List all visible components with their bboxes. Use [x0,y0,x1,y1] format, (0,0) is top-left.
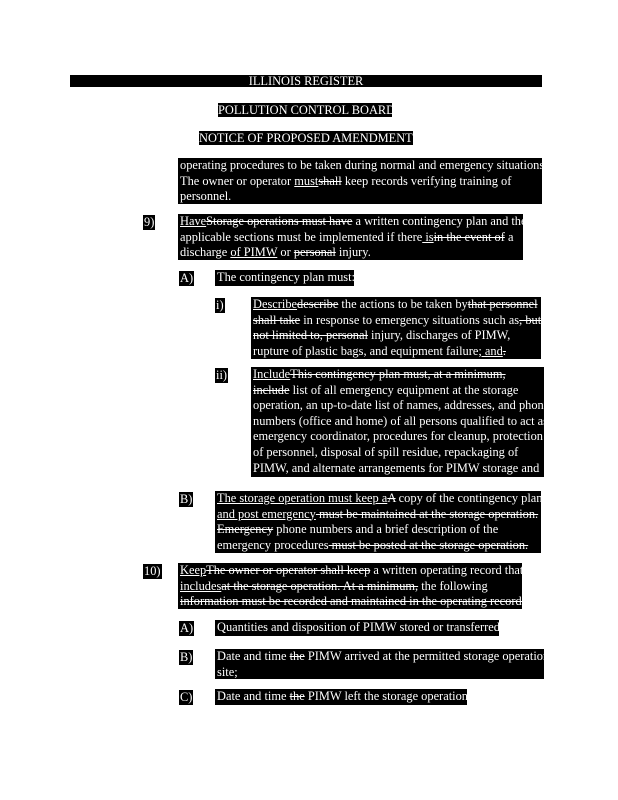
item-9b-text: The storage operation must keep aA copy of the contingency plan, and post emergency must be maintained at the storage operation. Emergency phone numbers and a brief description of the emergency procedures must be posted at the storage operation. [217,491,546,552]
intro-paragraph [178,158,548,204]
item-9a-text: The contingency plan must: [217,270,355,284]
item-10-label: 10) [144,564,161,578]
item-9-label: 9) [144,215,155,229]
intro-line-3: personnel. [180,189,232,204]
item-9a-label: A) [180,271,194,285]
item-9aii-label: ii) [216,368,228,382]
item-9-text: HaveStorage operations must have a written contingency plan and the applicable sections must be implemented if there isin the event of a discharge of PIMW or personal injury. [180,214,527,260]
item-10-text: KeepThe owner or operator shall keep a written operating record that, includesat the storage operation. At a minimum, the following information must be recorded and maintained in the operating record: [180,563,527,609]
register-header-bar [70,75,542,87]
item-10b-text: Date and time the PIMW arrived at the permitted storage operation site; [217,649,550,679]
intro-line-2: The owner or operator mustshall keep records verifying training of [180,173,512,188]
board-title: POLLUTION CONTROL BOARD [218,103,396,117]
register-title: ILLINOIS REGISTER [248,74,364,88]
intro-line-1: operating procedures to be taken during normal and emergency situations. [180,158,548,172]
item-9ai-text: Describedescribe the actions to be taken bythat personnel shall take in response to emergency situations such as, but not limited to, personal injury, discharges of PIMW, rupture of plastic bags, and equipment failure; and. [253,297,542,358]
item-10c-text: Date and time the PIMW left the storage operation; [217,689,472,703]
notice-title: NOTICE OF PROPOSED AMENDMENTS [199,131,420,145]
item-10c-label: C) [180,690,193,704]
item-10a-text: Quantities and disposition of PIMW stored or transferred; [217,620,504,634]
item-9aii-text: IncludeThis contingency plan must, at a minimum, include list of all emergency equipment at the storage operation, an up-to-date list of names, addresses, and phone numbers (office and home) of all persons qualified to act as emergency coordinator, procedures for cleanup, protection of personnel, disposal of spill residue, repackaging of PIMW, and alternate arrangements for PIMW storage and transfer; and. [253,367,550,491]
item-9b-label: B) [180,492,193,506]
item-9ai-label: i) [216,298,224,312]
item-10a-label: A) [180,621,194,635]
item-10b-label: B) [180,650,193,664]
